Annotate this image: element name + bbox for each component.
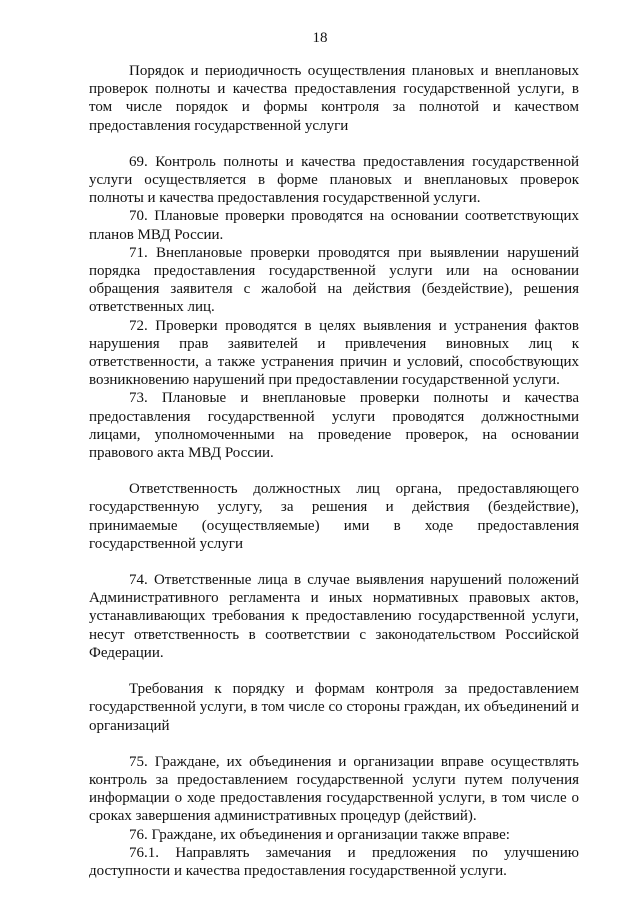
page-number: 18 xyxy=(312,30,328,46)
paragraph-72: 72. Проверки проводятся в целях выявления и устранения фактов нарушения прав заявителей и привлечения виновных лиц к ответственности, а также устранения причин и условий, способствующих возникновению нарушений при предоставлении государственной услуги. xyxy=(89,317,579,389)
section-heading-inspections: Порядок и периодичность осуществления плановых и внеплановых проверок полноты и качества предоставления государственной услуги, в том числе порядок и формы контроля за полнотой и качеством предоставления государственной услуги xyxy=(89,63,579,134)
paragraph-71: 71. Внеплановые проверки проводятся при выявлении нарушений порядка предоставления государственной услуги или на основании обращения заявителя с жалобой на действия (бездействие), решения ответственных лиц. xyxy=(89,244,579,316)
paragraph-75: 75. Граждане, их объединения и организации вправе осуществлять контроль за предоставлением государственной услуги путем получения информации о ходе предоставления государственной услуги, в том числе о сроках завершения административных процедур (действий). xyxy=(89,753,579,825)
section-heading-responsibility: Ответственность должностных лиц органа, предоставляющего государственную услугу, за решения и действия (бездействие), принимаемые (осуществляемые) ими в ходе предоставления государственной услуги xyxy=(89,481,579,552)
paragraph-76: 76. Граждане, их объединения и организации также вправе: xyxy=(129,826,510,843)
paragraph-69: 69. Контроль полноты и качества предоставления государственной услуги осуществляется в форме плановых и внеплановых проверок полноты и качества предоставления государственной услуги. xyxy=(89,153,579,207)
section-heading-control-requirements: Требования к порядку и формам контроля за предоставлением государственной услуги, в том числе со стороны граждан, их объединений и организаций xyxy=(89,681,579,734)
document-body xyxy=(89,62,579,880)
paragraph-76-1: 76.1. Направлять замечания и предложения по улучшению доступности и качества предоставления государственной услуги. xyxy=(89,844,579,879)
paragraph-70: 70. Плановые проверки проводятся на основании соответствующих планов МВД России. xyxy=(89,208,579,243)
paragraph-74: 74. Ответственные лица в случае выявления нарушений положений Административного регламента и иных нормативных правовых актов, устанавливающих требования к предоставлению государственной услуги, несут ответственность в соответствии с законодательством Российской Федерации. xyxy=(89,572,579,661)
paragraph-73: 73. Плановые и внеплановые проверки полноты и качества предоставления государственной услуги проводятся должностными лицами, уполномоченными на проведение проверок, на основании правового акта МВД России. xyxy=(89,390,579,462)
